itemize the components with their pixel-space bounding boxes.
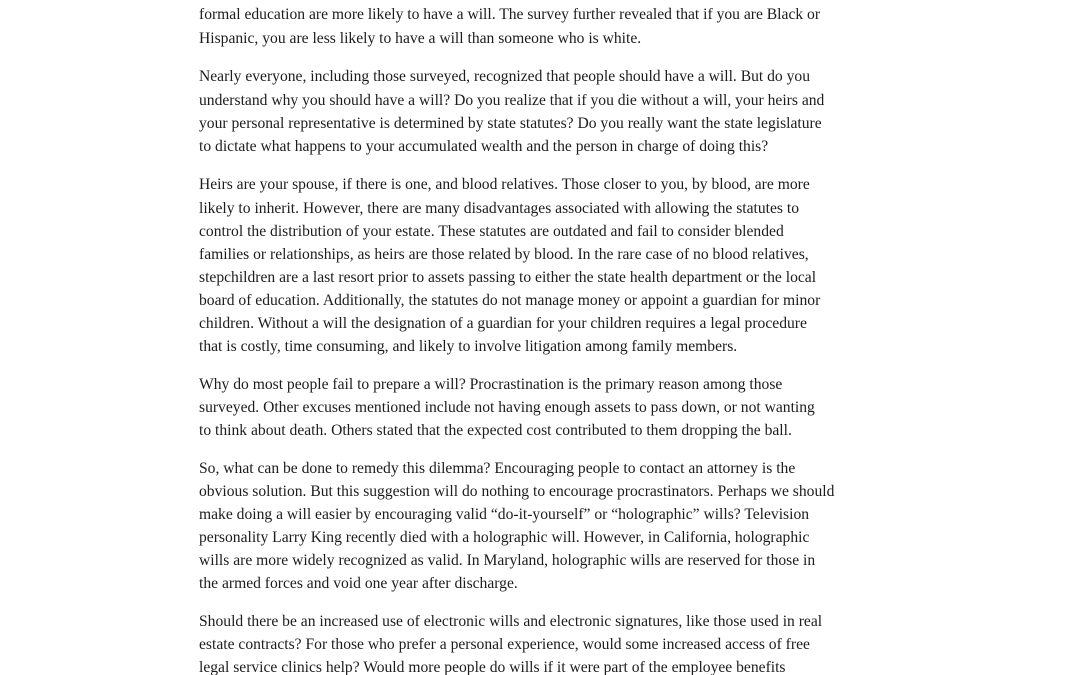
text-line: stepchildren are a last resort prior to assets passing to either the state health department or the local — [199, 269, 817, 286]
text-line: So, what can be done to remedy this dilemma? Encouraging people to contact an attorney is the — [199, 460, 796, 477]
text-line: the armed forces and void one year after discharge. — [199, 575, 518, 592]
text-line: obvious solution. But this suggestion will do nothing to encourage procrastinators. Perhaps we should — [199, 483, 835, 500]
text-line: board of education. Additionally, the statutes do not manage money or appoint a guardian for minor — [199, 292, 821, 309]
text-line: Heirs are your spouse, if there is one, and blood relatives. Those closer to you, by blood, are more — [199, 176, 810, 193]
text-line: surveyed. Other excuses mentioned include not having enough assets to pass down, or not wanting — [199, 399, 815, 416]
text-line: make doing a will easier by encouraging valid “do-it-yourself” or “holographic” wills? Television — [199, 506, 810, 523]
text-line: likely to inherit. However, there are many disadvantages associated with allowing the statutes to — [199, 200, 799, 217]
text-line: to dictate what happens to your accumulated wealth and the person in charge of doing this? — [199, 138, 769, 155]
text-line: estate contracts? For those who prefer a personal experience, would some increased access of free — [199, 636, 810, 653]
text-line: wills are more widely recognized as valid. In Maryland, holographic wills are reserved for those in — [199, 552, 816, 569]
text-line: children. Without a will the designation of a guardian for your children requires a legal procedure — [199, 315, 807, 332]
text-line: that is costly, time consuming, and likely to involve litigation among family members. — [199, 338, 738, 355]
text-line: understand why you should have a will? Do you realize that if you die without a will, your heirs and — [199, 92, 825, 109]
text-line: legal service clinics help? Would more people do wills if it were part of the employee benefits — [199, 659, 786, 675]
text-line: personality Larry King recently died with a holographic will. However, in California, holographic — [199, 529, 810, 546]
text-line: to think about death. Others stated that the expected cost contributed to them dropping the ball. — [199, 422, 792, 439]
text-line: Should there be an increased use of electronic wills and electronic signatures, like those used in real — [199, 613, 823, 630]
text-line: families or relationships, as heirs are those related by blood. In the rare case of no blood relatives, — [199, 246, 809, 263]
text-line: Hispanic, you are less likely to have a will than someone who is white. — [199, 30, 642, 47]
text-line: Why do most people fail to prepare a will? Procrastination is the primary reason among those — [199, 376, 783, 393]
text-line: Nearly everyone, including those surveyed, recognized that people should have a will. But do you — [199, 68, 811, 85]
text-line: your personal representative is determined by state statutes? Do you really want the state legislature — [199, 115, 822, 132]
text-line: control the distribution of your estate. These statutes are outdated and fail to consider blended — [199, 223, 784, 240]
text-line: formal education are more likely to have a will. The survey further revealed that if you are Black or — [199, 6, 821, 23]
